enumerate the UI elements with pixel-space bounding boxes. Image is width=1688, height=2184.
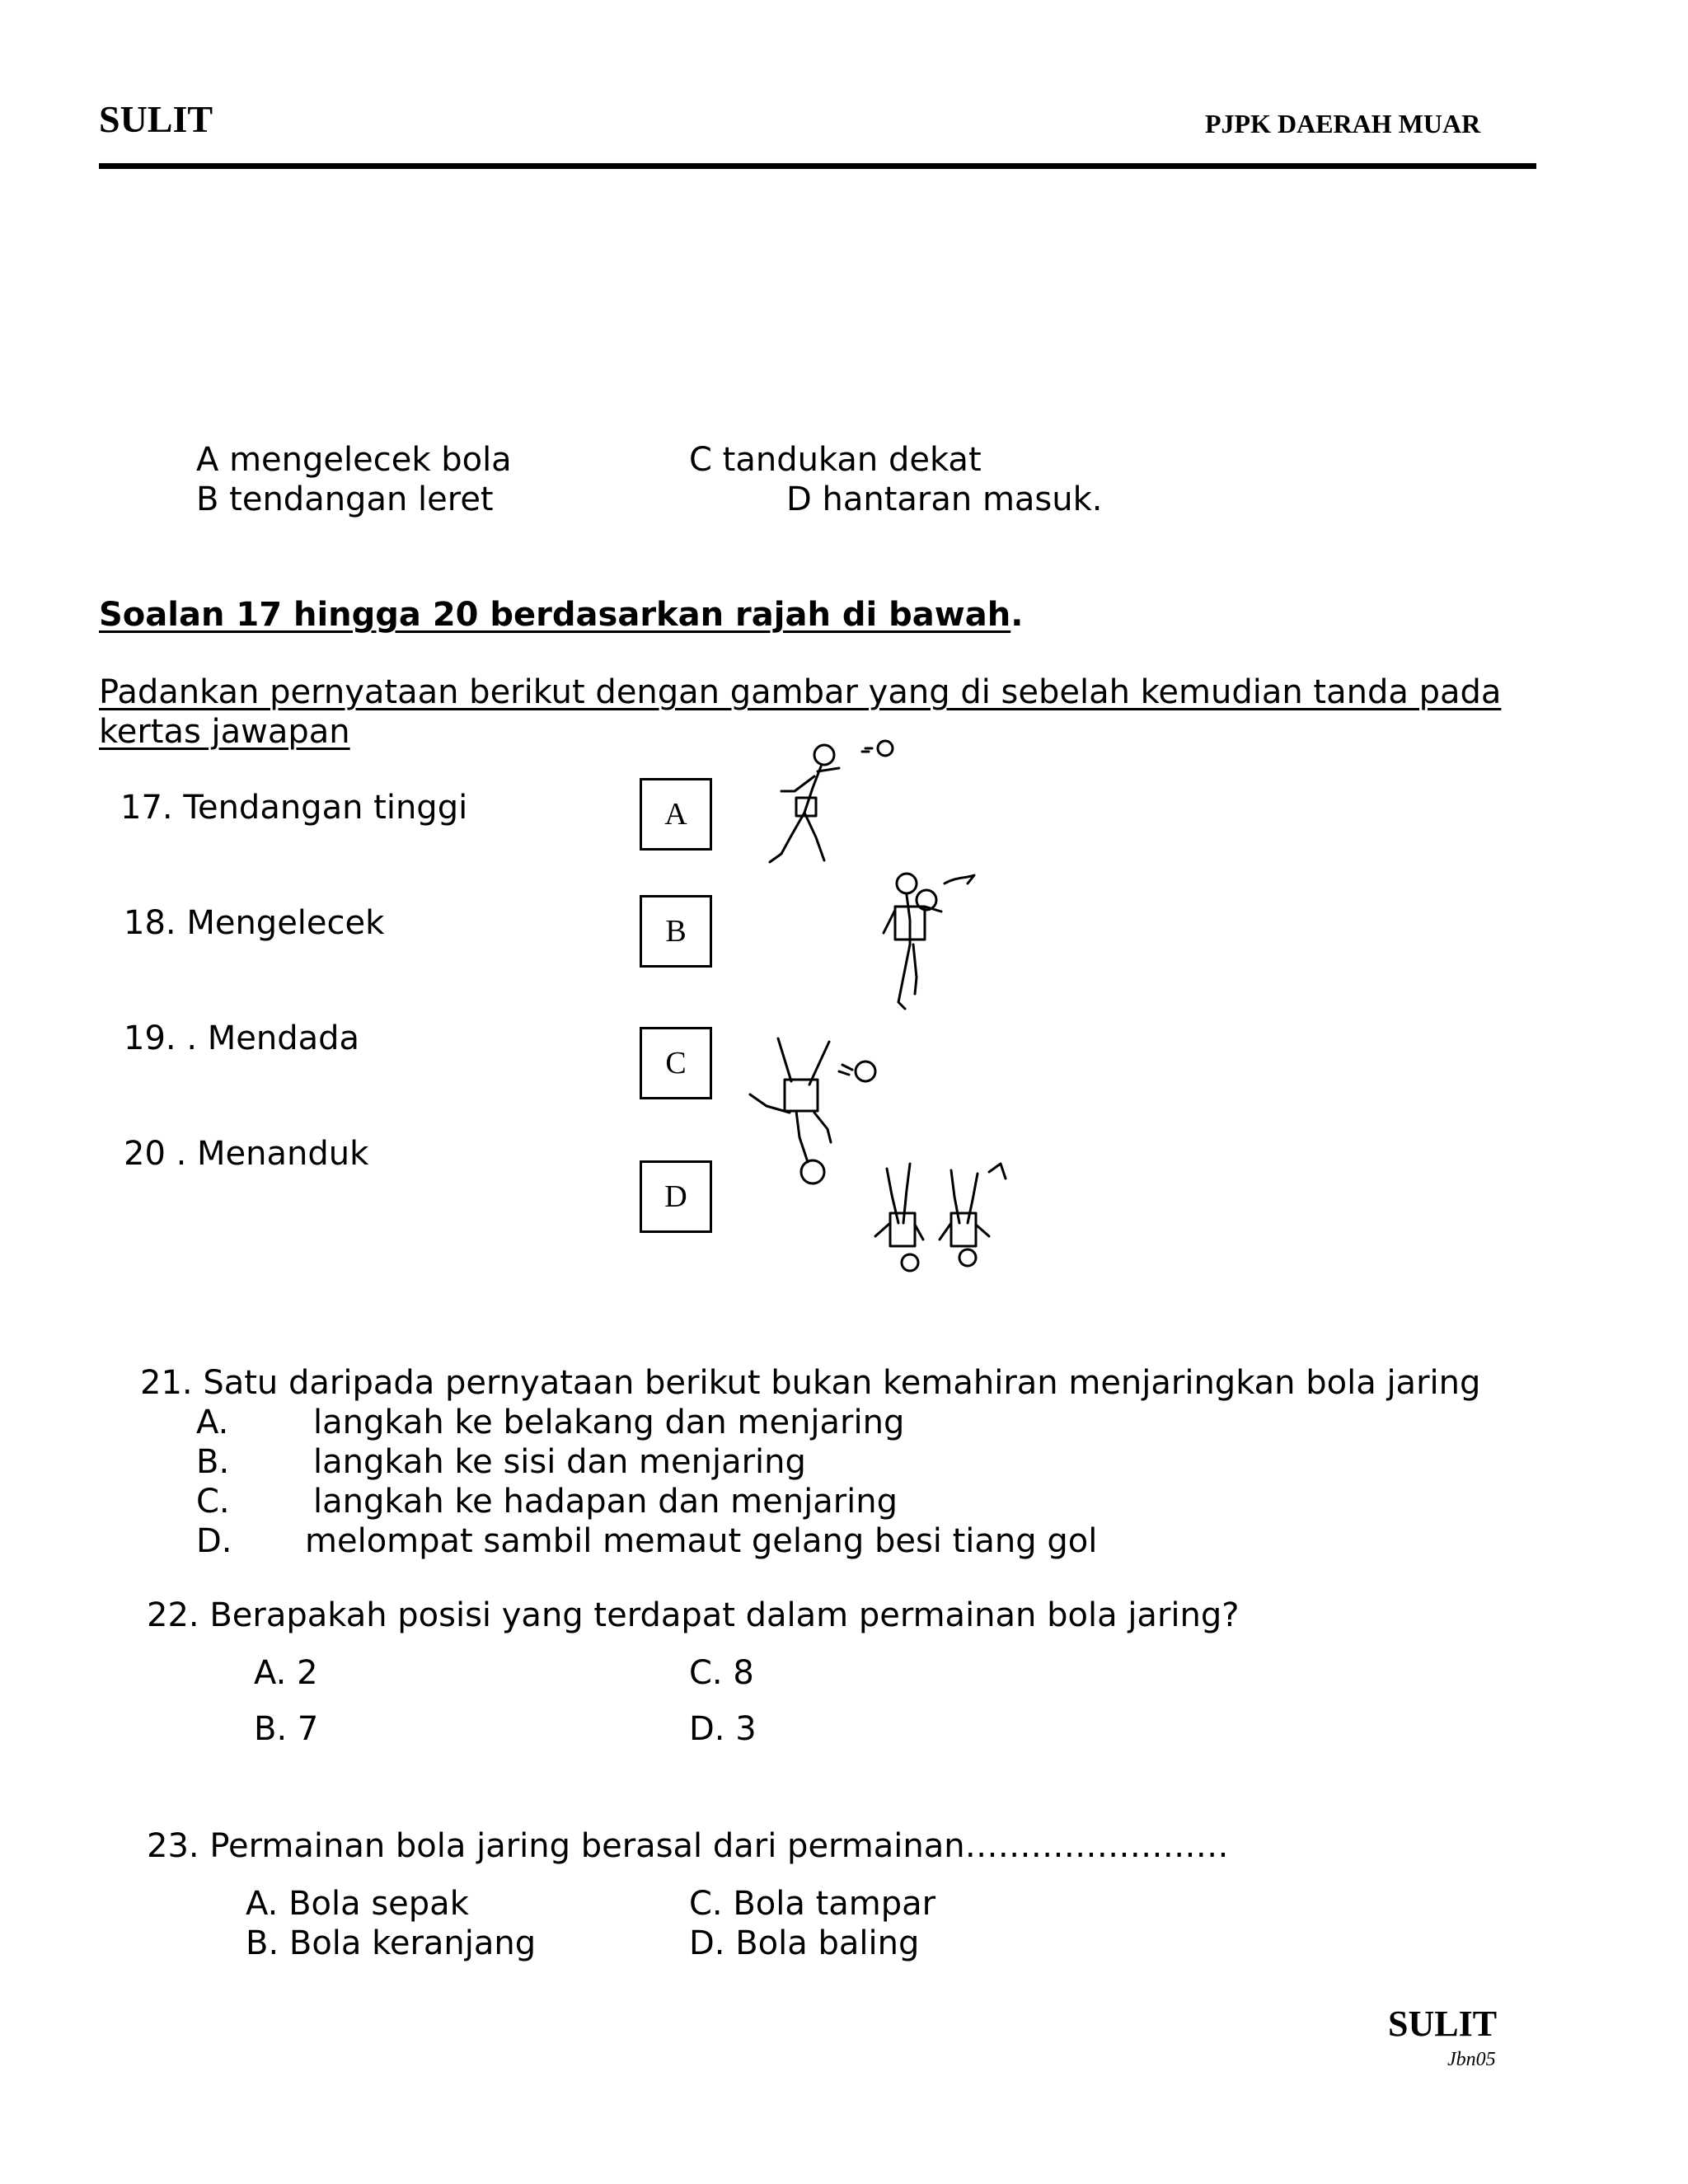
q22-option-a: A. 2 <box>254 1654 318 1692</box>
match-item-19: 19. . Mendada <box>124 1019 360 1057</box>
header-sulit: SULIT <box>99 98 213 140</box>
box-d: D <box>640 1160 712 1233</box>
q21-letter-c: C. <box>196 1483 230 1521</box>
q23-stem: 23. Permainan bola jaring berasal dari permainan…………………… <box>147 1827 1229 1865</box>
q21-option-c: langkah ke hadapan dan menjaring <box>313 1483 898 1521</box>
q21-letter-b: B. <box>196 1443 230 1481</box>
prev-option-a: A mengelecek bola <box>196 441 512 479</box>
q22-option-b: B. 7 <box>254 1710 319 1748</box>
q22-stem: 22. Berapakah posisi yang terdapat dalam permainan bola jaring? <box>147 1596 1240 1634</box>
player-chest-trap-icon <box>874 870 989 1019</box>
q21-option-a: langkah ke belakang dan menjaring <box>313 1404 905 1441</box>
q21-option-d: melompat sambil memaut gelang besi tiang gol <box>305 1522 1098 1560</box>
footer-sulit: SULIT <box>1388 2004 1498 2044</box>
q22-option-d: D. 3 <box>689 1710 757 1748</box>
q21-letter-d: D. <box>196 1522 232 1560</box>
q21-letter-a: A. <box>196 1404 229 1441</box>
header-district: PJPK DAERAH MUAR <box>1205 109 1481 138</box>
q23-option-d: D. Bola baling <box>689 1924 920 1962</box>
box-b: B <box>640 895 712 968</box>
prev-option-c: C tandukan dekat <box>689 441 982 479</box>
q23-option-c: C. Bola tampar <box>689 1885 936 1923</box>
header-rule <box>99 163 1536 169</box>
match-item-17: 17. Tendangan tinggi <box>120 789 468 827</box>
prev-option-b: B tendangan leret <box>196 480 494 518</box>
q22-option-c: C. 8 <box>689 1654 754 1692</box>
q23-option-a: A. Bola sepak <box>246 1885 469 1923</box>
players-tumbling-icon <box>865 1154 1014 1277</box>
q21-stem: 21. Satu daripada pernyataan berikut bukan kemahiran menjaringkan bola jaring <box>140 1364 1481 1402</box>
player-heading-ball-icon <box>742 738 907 870</box>
match-item-18: 18. Mengelecek <box>124 904 385 942</box>
prev-option-d: D hantaran masuk. <box>786 480 1103 518</box>
section-heading: Soalan 17 hingga 20 berdasarkan rajah di bawah. <box>99 596 1024 634</box>
q23-option-b: B. Bola keranjang <box>246 1924 537 1962</box>
footer-code: Jbn05 <box>1447 2049 1496 2070</box>
q21-option-b: langkah ke sisi dan menjaring <box>313 1443 806 1481</box>
instruction-line-1: Padankan pernyataan berikut dengan gambar yang di sebelah kemudian tanda pada <box>99 673 1502 711</box>
box-c: C <box>640 1027 712 1099</box>
instruction-line-2: kertas jawapan <box>99 713 350 751</box>
box-a: A <box>640 778 712 851</box>
match-item-20: 20 . Menanduk <box>124 1135 369 1173</box>
